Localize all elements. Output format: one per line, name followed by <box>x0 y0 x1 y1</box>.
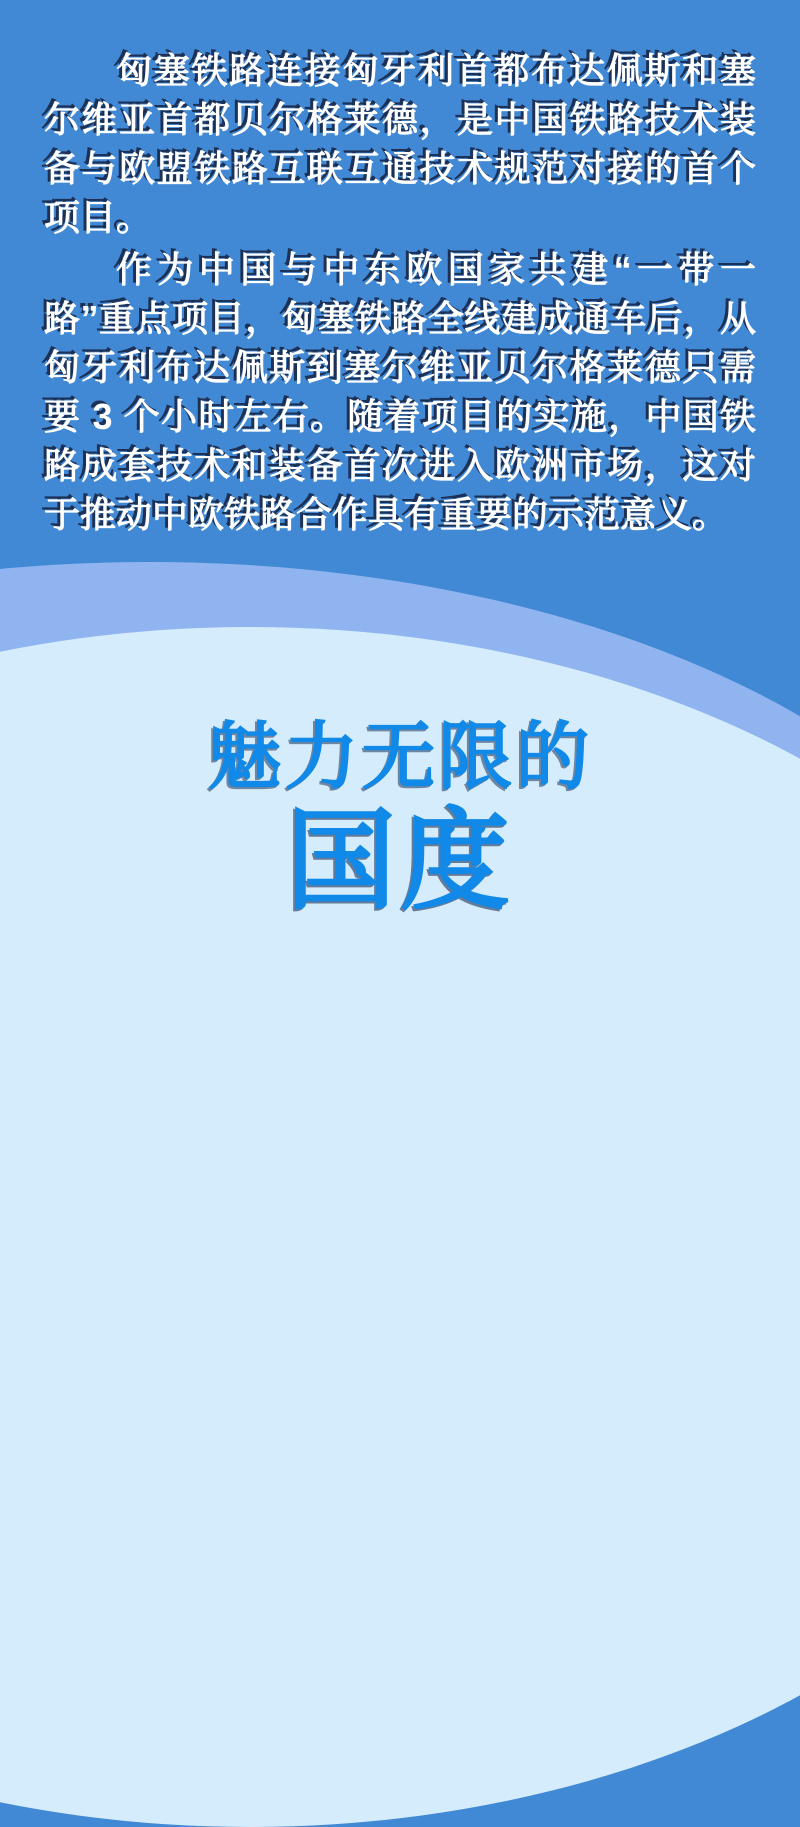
article-body <box>44 46 756 539</box>
article-paragraph-1: 匈塞铁路连接匈牙利首都布达佩斯和塞尔维亚首都贝尔格莱德，是中国铁路技术装备与欧盟铁路互联互通技术规范对接的首个项目。 <box>44 50 756 238</box>
section-title-line-1: 魅力无限的 <box>207 717 593 799</box>
section-title <box>0 712 800 923</box>
article-paragraph-2: 作为中国与中东欧国家共建“一带一路”重点项目，匈塞铁路全线建成通车后，从匈牙利布达佩斯到塞尔维亚贝尔格莱德只需要 3 个小时左右。随着项目的实施，中国铁路成套技术和装备首次进入欧洲市场，这对于推动中欧铁路合作具有重要的示范意义。 <box>44 249 756 535</box>
section-title-line-2: 国度 <box>286 801 514 923</box>
